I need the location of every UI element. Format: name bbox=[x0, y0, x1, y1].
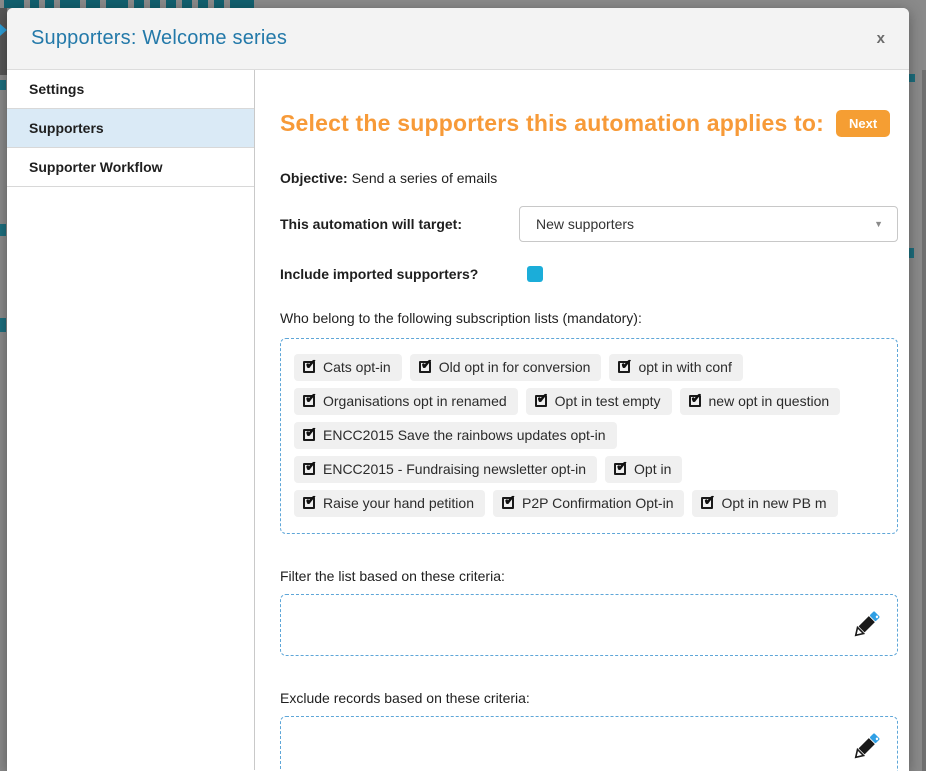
filter-criteria-box[interactable] bbox=[280, 594, 898, 656]
subscription-list-chip[interactable] bbox=[294, 490, 485, 517]
modal-header bbox=[7, 8, 909, 70]
target-selected-value: New supporters bbox=[536, 216, 635, 232]
checked-checkbox-icon bbox=[303, 361, 315, 373]
edit-exclude-button[interactable] bbox=[851, 730, 881, 764]
sidebar-item-settings[interactable] bbox=[7, 70, 254, 109]
checked-checkbox-icon bbox=[419, 361, 431, 373]
subscription-list-chip-label: Opt in test empty bbox=[554, 393, 661, 409]
modal-sidebar bbox=[7, 70, 255, 770]
subscription-list-chip[interactable] bbox=[692, 490, 837, 517]
backdrop-fragment bbox=[0, 24, 7, 36]
pencil-icon bbox=[851, 730, 881, 764]
next-button[interactable]: Next bbox=[836, 110, 890, 137]
subscription-list-chip-label: Opt in new PB m bbox=[721, 495, 827, 511]
filter-criteria-label: Filter the list based on these criteria: bbox=[280, 568, 505, 584]
subscription-list-chip[interactable] bbox=[609, 354, 742, 381]
subscription-list-chip[interactable] bbox=[680, 388, 841, 415]
exclude-criteria-box[interactable] bbox=[280, 716, 898, 771]
include-imported-checkbox[interactable] bbox=[527, 266, 543, 282]
subscription-list-chip-label: ENCC2015 - Fundraising newsletter opt-in bbox=[323, 461, 587, 477]
target-label: This automation will target: bbox=[280, 216, 463, 232]
checked-checkbox-icon bbox=[502, 497, 514, 509]
supporters-panel bbox=[255, 70, 909, 770]
subscription-list-chip-label: Raise your hand petition bbox=[323, 495, 474, 511]
subscription-list-chip[interactable] bbox=[294, 456, 597, 483]
checked-checkbox-icon bbox=[618, 361, 630, 373]
subscription-list-chip[interactable] bbox=[294, 354, 402, 381]
sidebar-item-label: Settings bbox=[29, 81, 85, 97]
sidebar-item-label: Supporters bbox=[29, 120, 104, 136]
backdrop-right-edge bbox=[922, 70, 926, 771]
subscription-list-chip[interactable] bbox=[294, 388, 518, 415]
supporters-modal bbox=[7, 8, 909, 771]
subscription-list-chip-label: Opt in bbox=[634, 461, 672, 477]
close-icon[interactable]: x bbox=[876, 30, 885, 47]
backdrop-fragment bbox=[0, 224, 6, 236]
checked-checkbox-icon bbox=[303, 463, 315, 475]
chevron-down-icon: ▼ bbox=[874, 219, 883, 229]
subscription-list-chip-label: P2P Confirmation Opt-in bbox=[522, 495, 674, 511]
checked-checkbox-icon bbox=[701, 497, 713, 509]
backdrop-fragment bbox=[0, 80, 6, 90]
subscription-list-chip-label: ENCC2015 Save the rainbows updates opt-in bbox=[323, 427, 606, 443]
modal-title: Supporters: Welcome series bbox=[31, 27, 288, 49]
subscription-list-chip[interactable] bbox=[526, 388, 672, 415]
background-page-heading-fragment bbox=[4, 0, 260, 8]
panel-heading: Select the supporters this automation applies to: bbox=[280, 110, 824, 136]
sidebar-item-supporter-workflow[interactable] bbox=[7, 148, 254, 187]
subscription-list-chip-label: opt in with conf bbox=[638, 359, 732, 375]
objective-row bbox=[280, 170, 898, 186]
checked-checkbox-icon bbox=[535, 395, 547, 407]
subscription-list-chip-label: Cats opt-in bbox=[323, 359, 391, 375]
checked-checkbox-icon bbox=[614, 463, 626, 475]
objective-value: Send a series of emails bbox=[351, 170, 498, 186]
target-select[interactable] bbox=[519, 206, 898, 242]
backdrop-fragment bbox=[0, 318, 6, 332]
subscription-list-chip[interactable] bbox=[294, 422, 617, 449]
subscription-list-chip-label: Organisations opt in renamed bbox=[323, 393, 507, 409]
subscription-list-chip[interactable] bbox=[493, 490, 684, 517]
backdrop-left-strip bbox=[0, 8, 7, 75]
exclude-criteria-label: Exclude records based on these criteria: bbox=[280, 690, 530, 706]
sidebar-item-supporters[interactable] bbox=[7, 109, 254, 148]
subscription-lists-box[interactable] bbox=[280, 338, 898, 534]
checked-checkbox-icon bbox=[303, 429, 315, 441]
subscription-list-chip[interactable] bbox=[605, 456, 682, 483]
include-imported-label: Include imported supporters? bbox=[280, 266, 479, 282]
sidebar-item-label: Supporter Workflow bbox=[29, 159, 163, 175]
checked-checkbox-icon bbox=[689, 395, 701, 407]
objective-label: Objective: bbox=[280, 170, 348, 186]
subscription-list-chip[interactable] bbox=[410, 354, 602, 381]
checked-checkbox-icon bbox=[303, 395, 315, 407]
edit-filter-button[interactable] bbox=[851, 608, 881, 642]
checked-checkbox-icon bbox=[303, 497, 315, 509]
pencil-icon bbox=[851, 608, 881, 642]
subscription-list-chip-label: new opt in question bbox=[708, 393, 830, 409]
subscription-list-chip-label: Old opt in for conversion bbox=[438, 359, 591, 375]
subscription-lists-label: Who belong to the following subscription lists (mandatory): bbox=[280, 310, 642, 326]
